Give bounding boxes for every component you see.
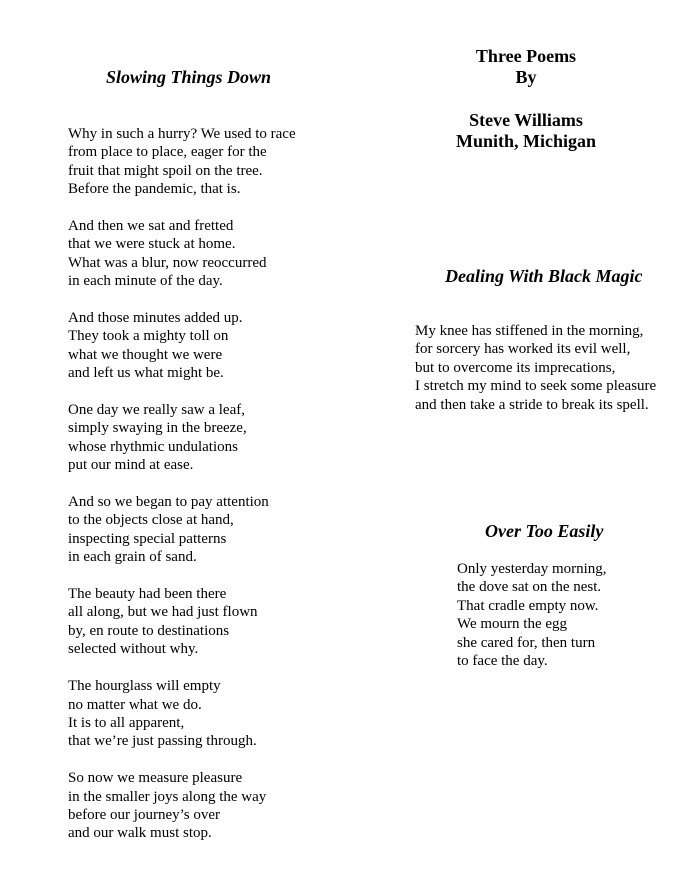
- collection-header: [420, 46, 632, 152]
- author-name: Steve Williams: [469, 110, 583, 130]
- poem-title-dealing-with-black-magic: Dealing With Black Magic: [445, 266, 643, 286]
- author-location: Munith, Michigan: [455, 131, 597, 151]
- poem-line: It is to all apparent,: [68, 714, 185, 731]
- poem-body-dealing-with-black-magic: [415, 322, 656, 414]
- poem-line: The beauty had been there: [68, 586, 227, 603]
- poem-line: We mourn the egg: [457, 616, 568, 633]
- poem-line: fruit that might spoil on the tree.: [68, 162, 263, 179]
- poem-line: simply swaying in the breeze,: [68, 420, 247, 437]
- header-spacer: [420, 88, 632, 110]
- poem-line: put our mind at ease.: [68, 457, 194, 474]
- poem-line: What was a blur, now reoccurred: [68, 254, 267, 271]
- poem-line: from place to place, eager for the: [68, 144, 267, 161]
- stanza: [68, 401, 296, 475]
- poem-line: but to overcome its imprecations,: [415, 359, 616, 376]
- stanza: [415, 322, 656, 414]
- poem-line: whose rhythmic undulations: [68, 438, 238, 455]
- stanza: [457, 560, 607, 670]
- poem-line: One day we really saw a leaf,: [68, 402, 245, 419]
- poem-line: in the smaller joys along the way: [68, 788, 267, 805]
- poem-line: and our walk must stop.: [68, 825, 212, 842]
- poem-line: to face the day.: [457, 653, 548, 670]
- stanza: [68, 677, 296, 751]
- poem-line: by, en route to destinations: [68, 622, 230, 639]
- poem-line: the dove sat on the nest.: [457, 579, 602, 596]
- poem-line: inspecting special patterns: [68, 530, 227, 547]
- poem-line: that we’re just passing through.: [68, 733, 257, 750]
- stanza: [68, 769, 296, 843]
- poem-line: in each grain of sand.: [68, 549, 197, 566]
- poem-line: I stretch my mind to seek some pleasure: [415, 378, 657, 395]
- poem-title-slowing-things-down: Slowing Things Down: [106, 67, 272, 87]
- poem-line: Before the pandemic, that is.: [68, 181, 241, 198]
- stanza: [68, 217, 296, 291]
- poem-line: to the objects close at hand,: [68, 512, 234, 529]
- poem-line: no matter what we do.: [68, 696, 202, 713]
- poem-line: And so we began to pay attention: [68, 494, 269, 511]
- poem-line: They took a mighty toll on: [68, 328, 229, 345]
- poem-line: selected without why.: [68, 641, 199, 658]
- poem-line: what we thought we were: [68, 346, 223, 363]
- collection-byline: By: [515, 67, 537, 87]
- collection-title: Three Poems: [475, 46, 577, 66]
- poem-line: she cared for, then turn: [457, 634, 596, 651]
- poem-line: Why in such a hurry? We used to race: [68, 126, 296, 142]
- stanza: [68, 585, 296, 659]
- poem-line: all along, but we had just flown: [68, 604, 258, 621]
- poem-line: And then we sat and fretted: [68, 218, 234, 235]
- stanza: [68, 309, 296, 383]
- poem-line: in each minute of the day.: [68, 273, 223, 290]
- poem-line: and then take a stride to break its spell.: [415, 396, 649, 413]
- poem-title-over-too-easily: Over Too Easily: [485, 521, 604, 541]
- poem-line: that we were stuck at home.: [68, 236, 236, 253]
- poem-line: My knee has stiffened in the morning,: [415, 323, 644, 339]
- poem-line: and left us what might be.: [68, 365, 224, 382]
- poem-line: Only yesterday morning,: [457, 561, 607, 577]
- poem-body-slowing-things-down: [68, 125, 296, 843]
- poem-line: So now we measure pleasure: [68, 770, 243, 787]
- poem-line: That cradle empty now.: [457, 597, 599, 614]
- poem-line: before our journey’s over: [68, 806, 221, 823]
- poem-line: And those minutes added up.: [68, 310, 243, 327]
- poem-line: for sorcery has worked its evil well,: [415, 341, 631, 358]
- poem-body-over-too-easily: [457, 560, 607, 670]
- poem-line: The hourglass will empty: [68, 678, 221, 695]
- stanza: [68, 493, 296, 567]
- stanza: [68, 125, 296, 199]
